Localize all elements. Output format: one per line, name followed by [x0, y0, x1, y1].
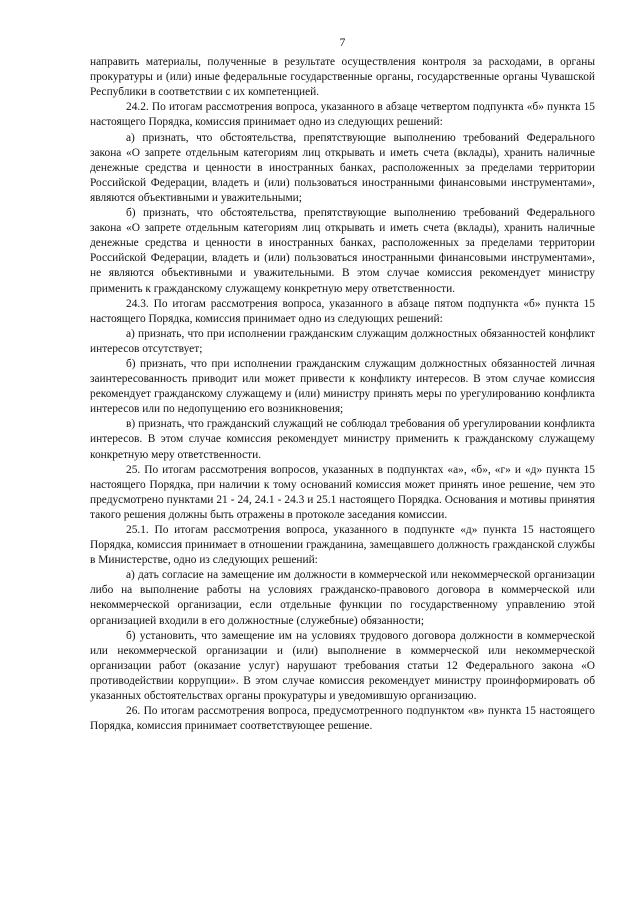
paragraph: 25. По итогам рассмотрения вопросов, указанных в подпунктах «а», «б», «г» и «д» пункта 15 настоящего Порядка, при наличии к тому оснований комиссия может принять иное решение, чем это предусмотрено пунктами 21 - 24, 24.1 - 24.3 и 25.1 настоящего Порядка. Основания и мотивы принятия такого решения должны быть отражены в протоколе заседания комиссии.	[90, 463, 595, 521]
paragraph: 25.1. По итогам рассмотрения вопроса, указанного в подпункте «д» пункта 15 настоящего Порядка, комиссия принимает в отношении гражданина, замещавшего должность гражданской службы в Министерстве, одно из следующих решений:	[90, 524, 595, 567]
paragraph: а) дать согласие на замещение им должности в коммерческой или некоммерческой организации либо на выполнение работы на условиях гражданско-правового договора в коммерческой или некоммерческой организации, если отдельные функции по государственному управлению этой организацией входили в его должностные (служебные) обязанности;	[90, 569, 595, 627]
document-page	[90, 36, 595, 734]
paragraph: 26. По итогам рассмотрения вопроса, предусмотренного подпунктом «в» пункта 15 настоящего Порядка, комиссия принимает соответствующее решение.	[90, 705, 595, 733]
paragraph: в) признать, что гражданский служащий не соблюдал требования об урегулировании конфликта интересов. В этом случае комиссия рекомендует министру применить к гражданскому служащему конкретную меру ответственности.	[90, 418, 595, 461]
page-number: 7	[339, 37, 346, 49]
paragraph: б) признать, что обстоятельства, препятствующие выполнению требований Федерального закона «О запрете отдельным категориям лиц открывать и иметь счета (вклады), хранить наличные денежные средства и ценности в иностранных банках, расположенных за пределами территории Российской Федерации, владеть и (или) пользоваться иностранными финансовыми инструментами», не являются объективными и уважительными. В этом случае комиссия рекомендует министру применить к гражданскому служащему конкретную меру ответственности.	[90, 207, 595, 295]
paragraph: 24.3. По итогам рассмотрения вопроса, указанного в абзаце пятом подпункта «б» пункта 15 настоящего Порядка, комиссия принимает одно из следующих решений:	[90, 297, 595, 325]
paragraph: б) признать, что при исполнении гражданским служащим должностных обязанностей личная заинтересованность приводит или может привести к конфликту интересов. В этом случае комиссия рекомендует гражданскому служащему и (или) министру принять меры по урегулированию конфликта интересов или по недопущению его возникновения;	[90, 357, 595, 416]
paragraph: направить материалы, полученные в результате осуществления контроля за расходами, в органы прокуратуры и (или) иные федеральные государственные органы, государственные органы Чувашской Республики в соответствии с их компетенцией.	[90, 56, 595, 99]
paragraph: б) установить, что замещение им на условиях трудового договора должности в коммерческой или некоммерческой организации и (или) выполнение в коммерческой или некоммерческой организации работ (оказание услуг) нарушают требования статьи 12 Федерального закона «О противодействии коррупции». В этом случае комиссия рекомендует министру проинформировать об указанных обстоятельствах органы прокуратуры и уведомившую организацию.	[90, 629, 595, 703]
paragraph: а) признать, что обстоятельства, препятствующие выполнению требований Федерального закона «О запрете отдельным категориям лиц открывать и иметь счета (вклады), хранить наличные денежные средства и ценности в иностранных банках, расположенных за пределами территории Российской Федерации, владеть и (или) пользоваться иностранными финансовыми инструментами», являются объективными и уважительными;	[90, 131, 595, 204]
paragraph: 24.2. По итогам рассмотрения вопроса, указанного в абзаце четвертом подпункта «б» пункта 15 настоящего Порядка, комиссия принимает одно из следующих решений:	[90, 101, 595, 129]
document-body	[90, 55, 595, 734]
paragraph: а) признать, что при исполнении гражданским служащим должностных обязанностей конфликт интересов отсутствует;	[90, 327, 595, 355]
